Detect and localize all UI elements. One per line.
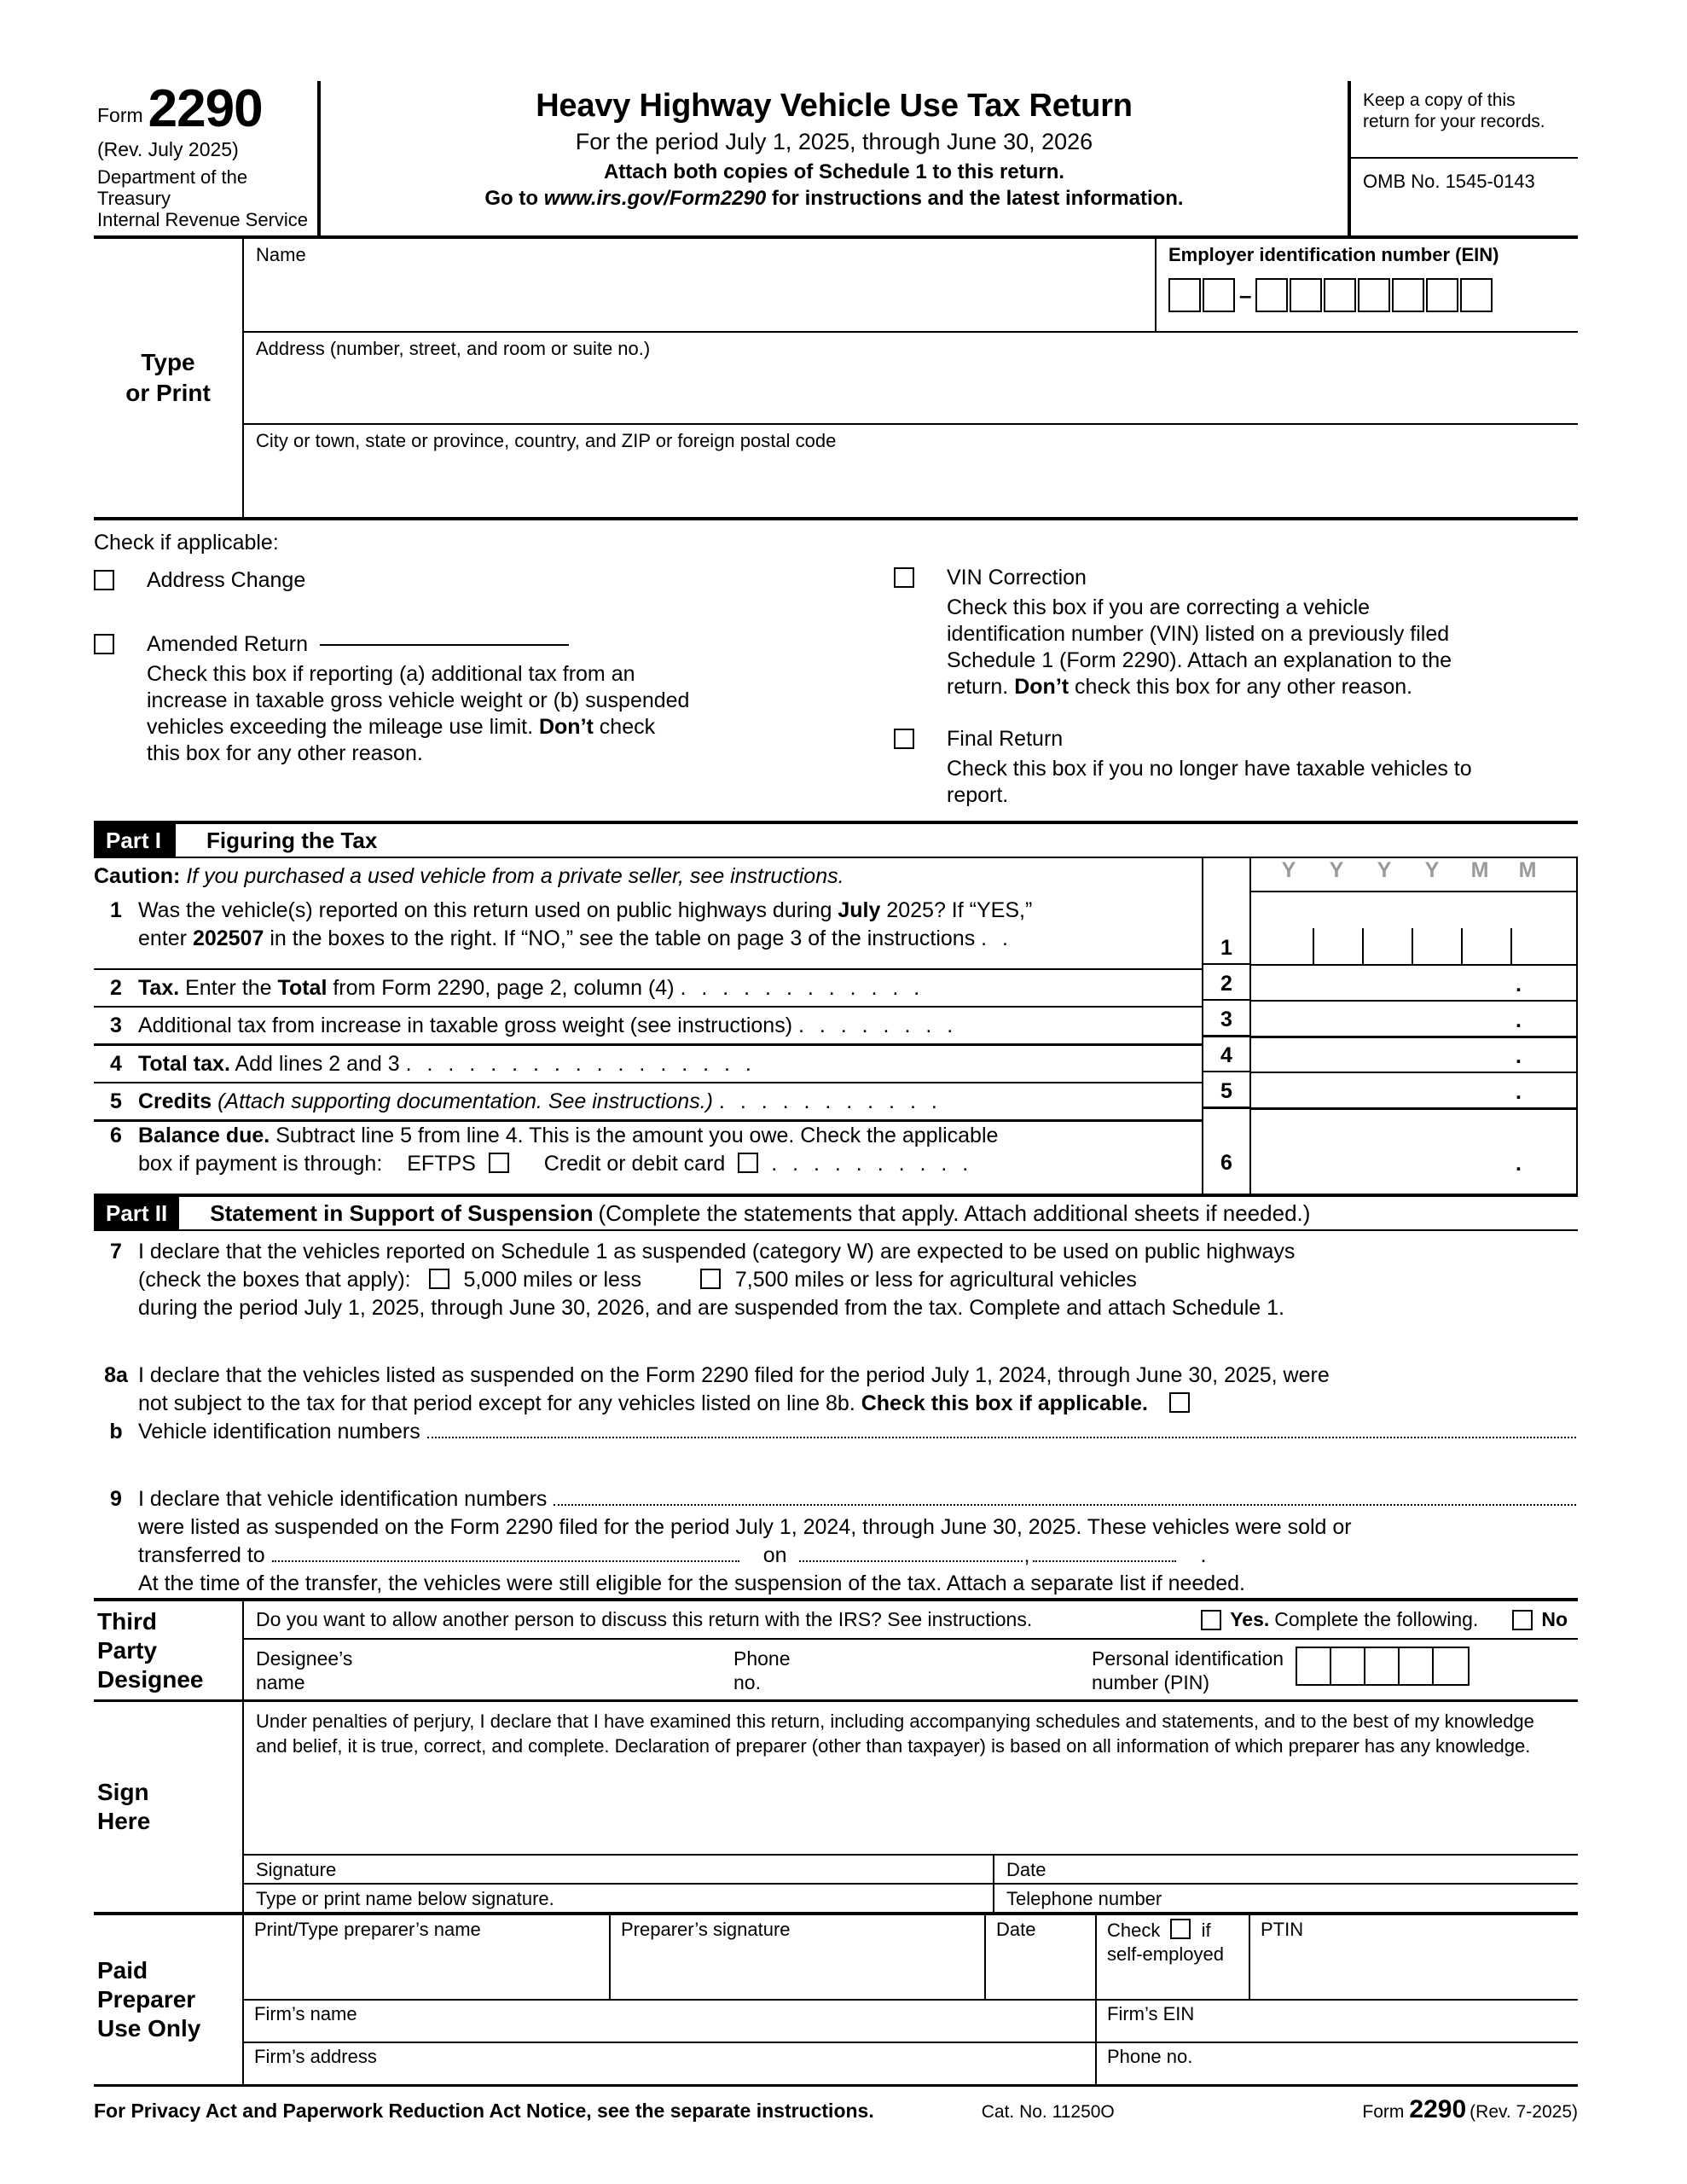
self-employed-check-row: [1107, 1919, 1249, 1943]
firm-ein-label: Firm’s EIN: [1107, 2003, 1195, 2024]
form-period: For the period July 1, 2025, through June 30, 2026: [575, 129, 1093, 154]
designee-name-field[interactable]: [256, 1647, 733, 1694]
line-9-line-3: [138, 1542, 1578, 1570]
form-footer: [94, 2087, 1578, 2124]
part-2-title-note: (Complete the statements that apply. Attach additional sheets if needed.): [598, 1199, 1311, 1226]
line-1-leader: . .: [981, 926, 1013, 950]
line-8a-text-a: not subject to the tax for that period except for any vehicles listed on line 8b.: [138, 1391, 855, 1415]
entity-information-block: [94, 239, 1578, 520]
line-2-number: 2: [110, 975, 122, 1000]
line-2-tax-label: Tax.: [138, 975, 180, 1000]
preparer-date-field[interactable]: [986, 1915, 1097, 1999]
line-3-box-number: 3: [1220, 1008, 1232, 1031]
line-9-vin-input[interactable]: [554, 1503, 1576, 1506]
keep-copy-line-1: Keep a copy of this: [1363, 90, 1516, 110]
ymm-y2: Y: [1329, 858, 1344, 882]
ein-boxes: [1168, 278, 1578, 312]
third-party-no-checkbox[interactable]: [1512, 1610, 1533, 1630]
keep-copy-line-2: return for your records.: [1363, 112, 1545, 131]
preparer-row-2: [244, 1999, 1578, 2042]
vin-desc-4c: check this box for any other reason.: [1075, 675, 1413, 699]
ein-dash: –: [1239, 282, 1252, 308]
amended-return-checkbox[interactable]: [94, 634, 114, 654]
third-party-designee-section: [94, 1598, 1578, 1702]
amended-desc-3a: vehicles exceeding the mileage use limit.: [147, 715, 534, 739]
line-1-row: [94, 897, 1202, 968]
line-8b-row: [94, 1418, 1578, 1446]
vin-desc-line-1: Check this box if you are correcting a vehicle: [947, 595, 1371, 619]
self-employed-check-word: Check: [1107, 1920, 1161, 1941]
third-party-yes-label: Yes.: [1230, 1608, 1270, 1630]
attach-note: Attach both copies of Schedule 1 to this return.: [603, 160, 1065, 183]
line-4-box-number: 4: [1220, 1043, 1232, 1067]
type-or-print-label: [94, 239, 244, 517]
amended-return-label: Amended Return: [147, 632, 309, 656]
line-8a-row: [94, 1362, 1578, 1418]
third-party-fields-row: [244, 1640, 1578, 1699]
line-9-row: [94, 1485, 1578, 1598]
line-5-box-number: 5: [1220, 1079, 1232, 1103]
designee-pin-label-2: number (PIN): [1092, 1671, 1210, 1693]
self-employed-label: self-employed: [1107, 1943, 1224, 1965]
line-7-line-2: [138, 1266, 1578, 1294]
third-party-yes-checkbox[interactable]: [1201, 1610, 1221, 1630]
line-8a-check-prompt: Check this box if applicable.: [861, 1391, 1148, 1415]
preparer-name-field[interactable]: [244, 1915, 611, 1999]
sign-here-section: [94, 1702, 1578, 1915]
vin-desc-line-4: [947, 674, 1578, 700]
goto-suffix: for instructions and the latest information.: [771, 187, 1184, 210]
firm-address-label: Firm’s address: [254, 2046, 377, 2067]
part-1-tag: Part I: [94, 824, 176, 857]
line-6-card-label: Credit or debit card: [543, 1152, 726, 1176]
line-2-decimal: .: [1516, 973, 1522, 996]
line-9-number: 9: [110, 1487, 122, 1511]
line-1-text-d: in the boxes to the right. If “NO,” see the table on page 3 of the instructions: [270, 926, 976, 950]
line-9-transferred-to-label: transferred to: [138, 1543, 265, 1567]
part-2-title-wrap: [179, 1197, 1310, 1229]
signature-space[interactable]: [244, 1758, 1578, 1854]
ein-field: [1157, 239, 1578, 331]
address-label: Address (number, street, and room or suite no.): [256, 338, 651, 359]
line-5-decimal: .: [1516, 1080, 1522, 1104]
line-5-text: [138, 1088, 1202, 1116]
perjury-statement: [244, 1702, 1578, 1758]
caution-label: Caution:: [94, 864, 181, 888]
amended-desc-dont: Don’t: [538, 715, 594, 739]
part-1-text-column: [94, 858, 1202, 1194]
preparer-signature-field[interactable]: [611, 1915, 986, 1999]
ymm-y3: Y: [1377, 858, 1392, 882]
line-1-text-a: Was the vehicle(s) reported on this return used on public highways during: [138, 898, 832, 922]
third-party-question: Do you want to allow another person to discuss this return with the IRS? See instructions.: [256, 1608, 1033, 1630]
third-party-label-1: Third: [97, 1607, 157, 1635]
goto-prefix: Go to: [484, 187, 539, 210]
line-9-on-label: on: [762, 1543, 787, 1567]
form-sheet: [94, 81, 1578, 2124]
line-8a-number: 8a: [104, 1363, 128, 1387]
firm-phone-label: Phone no.: [1107, 2046, 1193, 2067]
signature-date-label: Date: [1006, 1859, 1046, 1880]
paid-preparer-label-3: Use Only: [97, 2015, 201, 2042]
designee-phone-label-1: Phone: [733, 1647, 791, 1670]
preparer-row-3: [244, 2042, 1578, 2084]
caution-text: If you purchased a used vehicle from a private seller, see instructions.: [186, 864, 844, 888]
line-6-balance-due-label: Balance due.: [138, 1124, 270, 1147]
paid-preparer-label: [94, 1915, 244, 2084]
check-if-applicable-section: [94, 520, 1578, 809]
omb-number: OMB No. 1545-0143: [1363, 170, 1535, 192]
line-2-total-label: Total: [277, 975, 328, 1000]
line-3-text-a: Additional tax from increase in taxable gross weight (see instructions): [138, 1013, 793, 1037]
final-return-label: Final Return: [947, 727, 1064, 751]
ein-digit-9[interactable]: [1460, 278, 1493, 312]
line-3-number: 3: [110, 1013, 122, 1037]
ymm-y1: Y: [1281, 858, 1296, 882]
final-desc-line-2: report.: [947, 783, 1009, 807]
preparer-signature-label: Preparer’s signature: [621, 1919, 791, 1940]
sign-here-label: [94, 1702, 244, 1912]
third-party-label-3: Designee: [97, 1665, 204, 1693]
line-3-leader: . . . . . . . .: [797, 1013, 958, 1037]
line-4-number: 4: [110, 1051, 122, 1076]
vin-desc-4a: return.: [947, 675, 1009, 699]
ptin-label: PTIN: [1261, 1919, 1304, 1940]
line-8b-number: b: [109, 1420, 123, 1443]
ein-digit-2[interactable]: [1203, 278, 1235, 312]
line-8a-checkbox[interactable]: [1169, 1392, 1190, 1413]
third-party-question-row: [244, 1601, 1578, 1640]
line-2-text-b: from Form 2290, page 2, column (4): [333, 975, 675, 1000]
vin-desc-dont: Don’t: [1014, 675, 1070, 699]
third-party-designee-label: [94, 1601, 244, 1699]
line-6-eftps-label: EFTPS: [407, 1152, 476, 1176]
line-2-leader: . . . . . . . . . . . .: [680, 975, 925, 1000]
firm-name-field[interactable]: [244, 2001, 1097, 2042]
firm-phone-field[interactable]: [1097, 2043, 1578, 2084]
line-6-text: [138, 1122, 1202, 1194]
type-print-label: Type or print name below signature.: [256, 1888, 554, 1909]
line-5-credits-label: Credits: [138, 1089, 212, 1113]
catalog-number: Cat. No. 11250O: [981, 2102, 1115, 2122]
line-2-text-a: Enter the: [185, 975, 272, 1000]
footer-form-number: 2290: [1409, 2095, 1467, 2123]
line-2-box-number: 2: [1220, 972, 1232, 996]
irs-url[interactable]: www.irs.gov/Form2290: [543, 187, 767, 210]
ein-digit-5[interactable]: [1324, 278, 1356, 312]
form-number: 2290: [148, 79, 263, 138]
address-change-row[interactable]: [94, 567, 894, 594]
paid-preparer-label-1: Paid: [97, 1957, 148, 1984]
line-8a-line-1: I declare that the vehicles listed as suspended on the Form 2290 filed for the period July 1, 2024, through June 30, 2025, were: [138, 1363, 1330, 1387]
ymm-y4: Y: [1424, 858, 1440, 882]
line-7-line-3: during the period July 1, 2025, through June 30, 2026, and are suspended from the tax. Complete and attach Schedule 1.: [138, 1296, 1284, 1320]
check-if-applicable-heading: Check if applicable:: [94, 531, 279, 555]
part-2-body: [94, 1238, 1578, 1598]
vin-desc-line-3: Schedule 1 (Form 2290). Attach an explanation to the: [947, 648, 1452, 672]
line-6-text-a: Subtract line 5 from line 4. This is the amount you owe. Check the applicable: [275, 1124, 999, 1147]
vin-desc-line-2: identification number (VIN) listed on a previously filed: [947, 622, 1450, 646]
preparer-ptin-field[interactable]: [1250, 1915, 1578, 1999]
telephone-field[interactable]: [994, 1885, 1578, 1912]
paid-preparer-label-2: Preparer: [97, 1986, 196, 2013]
miles-7500-agricultural-label: 7,500 miles or less for agricultural vehicles: [734, 1268, 1137, 1292]
third-party-label-2: Party: [97, 1636, 158, 1664]
ein-digit-8[interactable]: [1426, 278, 1458, 312]
privacy-act-notice: For Privacy Act and Paperwork Reduction Act Notice, see the separate instructions.: [94, 2100, 874, 2122]
amended-desc-line-2: increase in taxable gross vehicle weight or (b) suspended: [147, 688, 690, 712]
line-5-number: 5: [110, 1089, 122, 1113]
self-employed-if-word: if: [1201, 1920, 1211, 1941]
sign-here-label-1: Sign: [97, 1779, 149, 1805]
address-change-label: Address Change: [147, 568, 306, 592]
line-3-decimal: .: [1516, 1008, 1522, 1032]
type-or-print-line-2: or Print: [125, 380, 211, 406]
vin-correction-description: [947, 595, 1578, 700]
third-party-designee-body: [244, 1601, 1578, 1699]
name-field[interactable]: [244, 239, 1157, 331]
line-5-text-a: (Attach supporting documentation. See instructions.): [217, 1089, 713, 1113]
self-employed-checkbox[interactable]: [1170, 1919, 1191, 1939]
ymm-header-row: [1251, 858, 1576, 892]
department-block: [94, 166, 310, 230]
ein-label: Employer identification number (EIN): [1168, 244, 1499, 265]
designee-pin-label: [1092, 1647, 1284, 1694]
line-5-amount-box[interactable]: [1251, 1072, 1576, 1107]
sign-here-body: [244, 1702, 1578, 1912]
line-4-total-tax-label: Total tax.: [138, 1051, 230, 1076]
eftps-checkbox[interactable]: [489, 1153, 509, 1173]
signature-date-field[interactable]: [994, 1856, 1578, 1883]
check-column-right: [894, 531, 1578, 809]
amended-desc-3c: check: [599, 715, 656, 739]
designee-pin-field: [1092, 1647, 1578, 1694]
address-field[interactable]: [244, 333, 1578, 425]
line-1-month: July: [838, 898, 881, 922]
line-3-text: [138, 1012, 1202, 1040]
pin-boxes[interactable]: [1296, 1647, 1470, 1686]
miles-7500-agricultural-checkbox[interactable]: [700, 1269, 721, 1289]
signature-field[interactable]: [244, 1856, 994, 1883]
perjury-line-1: Under penalties of perjury, I declare that I have examined this return, including accompanying schedules and statements, and to the best of my knowledge: [256, 1711, 1534, 1732]
credit-debit-card-checkbox[interactable]: [738, 1153, 758, 1173]
line-4-amount-box[interactable]: [1251, 1036, 1576, 1072]
vin-correction-checkbox[interactable]: [894, 567, 914, 588]
designee-name-label-2: name: [256, 1671, 305, 1693]
designee-name-label-1: Designee’s: [256, 1647, 353, 1670]
line-9-comma: ,: [1023, 1543, 1030, 1567]
line-8b-text: [138, 1418, 1578, 1446]
miles-5000-label: 5,000 miles or less: [463, 1268, 641, 1292]
line-6-decimal: .: [1516, 1152, 1522, 1176]
entity-fields: [244, 239, 1578, 517]
line-9-line-1: [138, 1485, 1578, 1513]
line-8b-vin-input[interactable]: [427, 1436, 1576, 1438]
line-6-leader: . . . . . . . . . .: [771, 1152, 973, 1176]
line-1-code: 202507: [192, 926, 264, 950]
line-8b-label: Vehicle identification numbers: [138, 1420, 420, 1443]
line-1-date-ticks: [1265, 928, 1560, 964]
line-1-number: 1: [110, 898, 122, 922]
line-8a-text: [138, 1362, 1578, 1418]
firm-name-label: Firm’s name: [254, 2003, 357, 2024]
city-label: City or town, state or province, country, and ZIP or foreign postal code: [256, 430, 837, 451]
amended-return-label-wrap: [147, 631, 569, 658]
line-7-number: 7: [110, 1240, 122, 1263]
preparer-name-label: Print/Type preparer’s name: [254, 1919, 481, 1940]
ein-digit-3[interactable]: [1255, 278, 1288, 312]
caution-note: [94, 858, 1202, 897]
line-1-amount-box[interactable]: [1251, 892, 1576, 964]
line-1-enter: enter: [138, 926, 187, 950]
ymm-m1: M: [1470, 858, 1489, 882]
department-line-2: Internal Revenue Service: [97, 209, 309, 230]
line-9-date-month-input[interactable]: [799, 1560, 1023, 1562]
preparer-date-label: Date: [996, 1919, 1036, 1940]
vin-correction-row[interactable]: [894, 565, 1578, 591]
line-2-amount-box[interactable]: [1251, 964, 1576, 1000]
sign-here-label-2: Here: [97, 1808, 151, 1834]
signature-label: Signature: [256, 1859, 337, 1880]
line-6-amount-box[interactable]: [1251, 1107, 1576, 1179]
department-line-1: Department of the Treasury: [97, 166, 248, 209]
final-return-checkbox[interactable]: [894, 729, 914, 749]
footer-form-word: Form: [1362, 2102, 1405, 2122]
final-return-row[interactable]: [894, 726, 1578, 752]
self-employed-field: [1097, 1915, 1250, 1999]
line-2-text: [138, 974, 1202, 1002]
line-9-date-year-input[interactable]: [1033, 1560, 1176, 1562]
amended-desc-line-4: this box for any other reason.: [147, 741, 423, 765]
line-8a-line-2: [138, 1390, 1578, 1418]
part-2-bar: [94, 1194, 1578, 1231]
form-identity-block: [94, 81, 317, 235]
preparer-row-1: [244, 1915, 1578, 1999]
line-1-box-number: 1: [1220, 936, 1232, 960]
amended-desc-line-1: Check this box if reporting (a) additional tax from an: [147, 662, 635, 686]
telephone-label: Telephone number: [1006, 1888, 1162, 1909]
designee-pin-label-1: Personal identification: [1092, 1647, 1284, 1670]
amended-return-row[interactable]: [94, 631, 894, 658]
type-print-name-field[interactable]: [244, 1885, 994, 1912]
line-4-row: [94, 1043, 1202, 1082]
part-1-line-number-column: [1202, 858, 1249, 1194]
line-3-amount-box[interactable]: [1251, 1000, 1576, 1036]
line-6-box-number: 6: [1220, 1151, 1232, 1175]
footer-form-revision: (Rev. 7-2025): [1470, 2102, 1578, 2122]
line-4-text-a: Add lines 2 and 3: [235, 1051, 400, 1076]
designee-phone-field[interactable]: [733, 1647, 1092, 1694]
amended-return-description: [147, 661, 894, 767]
perjury-line-2: and belief, it is true, correct, and complete. Declaration of preparer (other than taxpayer) is based on all information of which preparer has any knowledge.: [256, 1735, 1531, 1757]
designee-phone-label-2: no.: [733, 1671, 761, 1693]
address-change-checkbox[interactable]: [94, 570, 114, 590]
amended-desc-line-3: [147, 714, 894, 741]
irs-link-note: [329, 187, 1339, 211]
third-party-no-label: No: [1541, 1608, 1568, 1630]
part-1-table: [94, 858, 1578, 1194]
part-1-amount-column: [1249, 858, 1578, 1194]
footer-form-reference: [1362, 2095, 1578, 2124]
line-1-text-c: 2025? If “YES,”: [886, 898, 1033, 922]
name-label: Name: [256, 244, 306, 265]
part-1-title: Figuring the Tax: [206, 827, 378, 853]
ein-digit-7[interactable]: [1392, 278, 1424, 312]
final-desc-line-1: Check this box if you no longer have taxable vehicles to: [947, 757, 1472, 781]
page-title: Heavy Highway Vehicle Use Tax Return: [536, 88, 1133, 124]
line-5-leader: . . . . . . . . . . .: [718, 1089, 942, 1113]
ymm-m2: M: [1518, 858, 1537, 882]
line-9-transferee-input[interactable]: [272, 1560, 739, 1562]
line-9-text: [138, 1485, 1578, 1598]
omb-block: [1348, 81, 1578, 235]
signature-row: [244, 1854, 1578, 1883]
line-9-period: .: [1200, 1543, 1207, 1567]
type-print-row: [244, 1883, 1578, 1912]
ein-digit-4[interactable]: [1290, 278, 1322, 312]
line-7-row: [94, 1238, 1578, 1322]
line-7-text: [138, 1238, 1578, 1322]
keep-copy-note: [1351, 81, 1578, 159]
firm-address-field[interactable]: [244, 2043, 1097, 2084]
form-title-block: [317, 81, 1348, 235]
line-6-number: 6: [110, 1124, 122, 1147]
miles-5000-checkbox[interactable]: [429, 1269, 449, 1289]
line-1-text: [138, 897, 1202, 968]
part-1-bar: [94, 821, 1578, 858]
form-label: Form: [97, 104, 143, 126]
line-9-label: I declare that vehicle identification numbers: [138, 1487, 548, 1511]
type-or-print-line-1: Type: [141, 349, 195, 375]
part-2-title: Statement in Support of Suspension: [210, 1199, 594, 1226]
line-5-row: [94, 1082, 1202, 1119]
line-2-row: [94, 968, 1202, 1006]
final-return-description: [947, 756, 1578, 809]
paid-preparer-section: [94, 1915, 1578, 2087]
line-4-leader: . . . . . . . . . . . . . . . . .: [405, 1051, 757, 1076]
third-party-yes-note: Complete the following.: [1274, 1608, 1479, 1630]
ein-digit-1[interactable]: [1168, 278, 1201, 312]
ein-digit-6[interactable]: [1358, 278, 1390, 312]
line-9-line-2: were listed as suspended on the Form 2290 filed for the period July 1, 2024, through June 30, 2025. These vehicles were sold or: [138, 1515, 1352, 1539]
form-revision: (Rev. July 2025): [97, 138, 239, 160]
part-2-tag: Part II: [94, 1197, 179, 1229]
line-4-text: [138, 1050, 1202, 1078]
city-state-zip-field[interactable]: [244, 425, 1578, 517]
form-header: [94, 81, 1578, 239]
line-7-check-prompt: (check the boxes that apply):: [138, 1268, 411, 1292]
vin-correction-label: VIN Correction: [947, 566, 1087, 590]
line-6-text-b: box if payment is through:: [138, 1152, 383, 1176]
check-column-left: [94, 531, 894, 809]
firm-ein-field[interactable]: [1097, 2001, 1578, 2042]
line-4-decimal: .: [1516, 1044, 1522, 1068]
line-3-row: [94, 1006, 1202, 1043]
paid-preparer-body: [244, 1915, 1578, 2084]
line-7-line-1: I declare that the vehicles reported on Schedule 1 as suspended (category W) are expected to be used on public highways: [138, 1240, 1296, 1263]
line-6-row: [94, 1119, 1202, 1194]
amended-return-write-in[interactable]: [320, 644, 569, 646]
line-9-line-4: At the time of the transfer, the vehicles were still eligible for the suspension of the tax. Attach a separate list if needed.: [138, 1571, 1245, 1595]
